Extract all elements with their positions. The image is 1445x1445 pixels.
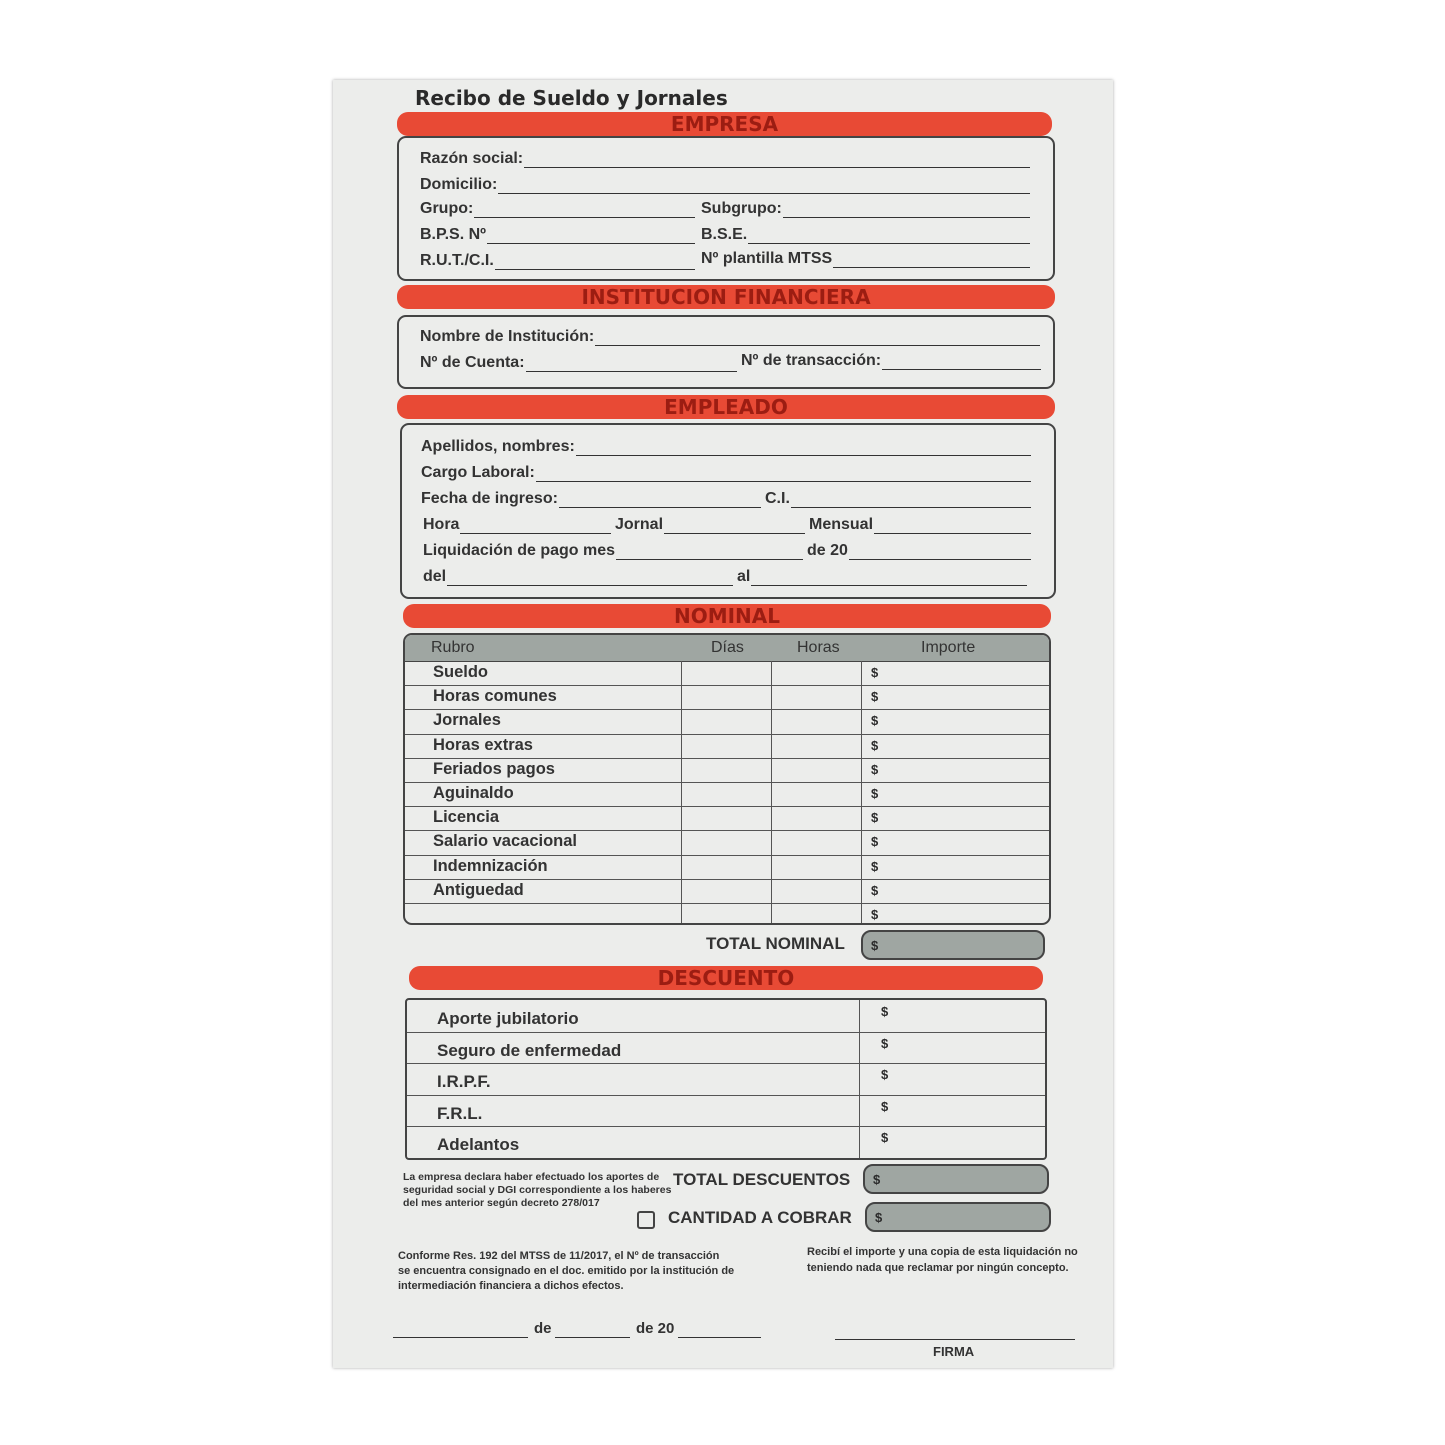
descuento-col-divider xyxy=(859,1000,860,1158)
fecha-anio-line[interactable] xyxy=(678,1337,761,1338)
bps-field[interactable]: B.P.S. Nº xyxy=(420,226,695,244)
nominal-row-label: Indemnización xyxy=(433,856,548,875)
descuento-row-currency: $ xyxy=(881,1067,889,1083)
mensual-field[interactable]: Mensual xyxy=(809,516,1031,534)
nominal-row-label: Salario vacacional xyxy=(433,832,577,851)
ci-field[interactable]: C.I. xyxy=(765,490,1031,508)
nominal-row-label: Sueldo xyxy=(433,663,489,681)
conforme-note: Conforme Res. 192 del MTSS de 11/2017, el Nº de transacción se encuentra consignado en el doc. emitido por la institución de intermediación financiera a dichos efectos. xyxy=(398,1250,735,1292)
descuento-row-label: F.R.L. xyxy=(437,1103,483,1123)
nominal-row-currency: $ xyxy=(871,737,879,753)
transaccion-field[interactable]: Nº de transacción: xyxy=(741,352,1041,370)
periodo-al-field[interactable]: al xyxy=(737,568,1027,586)
cargo-field[interactable]: Cargo Laboral: xyxy=(421,464,1031,482)
fecha-de-label: de xyxy=(534,1320,552,1337)
section-empleado-header: EMPLEADO xyxy=(397,395,1055,419)
nominal-row[interactable] xyxy=(405,879,1049,904)
nominal-row-currency: $ xyxy=(871,834,879,850)
descuento-row-currency: $ xyxy=(881,1130,889,1146)
institucion-nombre-field[interactable]: Nombre de Institución: xyxy=(420,328,1040,346)
nominal-table-header xyxy=(405,635,1049,662)
nominal-header-3: Importe xyxy=(921,639,976,656)
grupo-field[interactable]: Grupo: xyxy=(420,200,695,218)
plantilla-field[interactable]: Nº plantilla MTSS xyxy=(701,250,1030,268)
declaracion-note: La empresa declara haber efectuado los aportes de seguridad social y DGI correspondiente a los haberes del mes anterior según decreto 278/017 xyxy=(403,1171,672,1209)
nominal-row-label: Antiguedad xyxy=(433,880,524,899)
cantidad-cobrar-field[interactable]: $ xyxy=(865,1202,1051,1232)
liquidacion-anio-field[interactable]: de 20 xyxy=(807,542,1031,560)
nominal-row-currency: $ xyxy=(871,907,879,922)
fecha-ingreso-field[interactable]: Fecha de ingreso: xyxy=(421,490,761,508)
nominal-row[interactable] xyxy=(405,806,1049,831)
nominal-row-currency: $ xyxy=(871,761,879,777)
descuento-row[interactable] xyxy=(407,1063,1045,1096)
nominal-row-currency: $ xyxy=(871,689,879,705)
nominal-row[interactable] xyxy=(405,758,1049,783)
nominal-row-currency: $ xyxy=(871,713,879,729)
total-nominal-label: TOTAL NOMINAL xyxy=(706,934,845,953)
nominal-row[interactable] xyxy=(405,734,1049,759)
nominal-header-2: Horas xyxy=(797,639,840,656)
nominal-row-currency: $ xyxy=(871,882,879,898)
firma-line[interactable] xyxy=(835,1339,1075,1340)
descuento-row-label: Aporte jubilatorio xyxy=(437,1009,579,1028)
nominal-col-divider xyxy=(681,661,682,923)
cantidad-cobrar-label: CANTIDAD A COBRAR xyxy=(668,1208,852,1227)
nominal-row[interactable] xyxy=(405,903,1049,925)
nominal-row-label: Jornales xyxy=(433,711,501,730)
bse-field[interactable]: B.S.E. xyxy=(701,226,1030,244)
fecha-anio-label: de 20 xyxy=(636,1320,675,1337)
section-empresa-header: EMPRESA xyxy=(397,112,1052,136)
periodo-del-field[interactable]: del xyxy=(423,568,733,586)
nominal-header-0: Rubro xyxy=(431,639,475,656)
receipt-sheet xyxy=(333,80,1113,1368)
cuenta-field[interactable]: Nº de Cuenta: xyxy=(420,354,737,372)
fecha-dia-line[interactable] xyxy=(393,1337,528,1338)
hora-field[interactable]: Hora xyxy=(423,516,611,534)
nominal-row-label: Horas comunes xyxy=(433,687,557,706)
firma-label: FIRMA xyxy=(933,1344,975,1359)
descuento-row[interactable] xyxy=(407,1095,1045,1128)
nominal-row[interactable] xyxy=(405,782,1049,807)
total-descuentos-field[interactable]: $ xyxy=(863,1164,1049,1194)
nominal-col-divider xyxy=(771,661,772,923)
nominal-row[interactable] xyxy=(405,709,1049,734)
subgrupo-field[interactable]: Subgrupo: xyxy=(701,200,1030,218)
descuento-row[interactable] xyxy=(407,1126,1045,1158)
rut-field[interactable]: R.U.T./C.I. xyxy=(420,252,695,270)
descuento-row-currency: $ xyxy=(881,1035,889,1051)
fecha-mes-line[interactable] xyxy=(555,1337,630,1338)
descuento-row-label: I.R.P.F. xyxy=(437,1072,491,1092)
nominal-col-divider xyxy=(861,661,862,923)
nominal-row-currency: $ xyxy=(871,810,879,826)
nominal-row-label: Horas extras xyxy=(433,735,533,754)
apellidos-field[interactable]: Apellidos, nombres: xyxy=(421,438,1031,456)
nominal-table xyxy=(403,633,1051,925)
liquidacion-mes-field[interactable]: Liquidación de pago mes xyxy=(423,542,803,560)
domicilio-field[interactable]: Domicilio: xyxy=(420,176,1030,194)
total-descuentos-label: TOTAL DESCUENTOS xyxy=(673,1170,851,1189)
descuento-row[interactable] xyxy=(407,1000,1045,1033)
descuento-table xyxy=(405,998,1047,1160)
nominal-row-currency: $ xyxy=(871,786,879,801)
descuento-row[interactable] xyxy=(407,1032,1045,1065)
nominal-row-label: Feriados pagos xyxy=(433,759,555,778)
section-descuento-header: DESCUENTO xyxy=(409,966,1043,990)
nominal-row[interactable] xyxy=(405,685,1049,710)
nominal-row[interactable] xyxy=(405,830,1049,855)
descuento-row-label: Adelantos xyxy=(437,1135,520,1155)
nominal-row-currency: $ xyxy=(871,665,879,680)
total-nominal-field[interactable]: $ xyxy=(861,930,1045,960)
nominal-row-label: Licencia xyxy=(433,808,500,827)
recibi-note: Recibí el importe y una copia de esta liquidación no teniendo nada que reclamar por ningún concepto. xyxy=(807,1246,1078,1274)
nominal-row[interactable] xyxy=(405,855,1049,880)
cobrar-checkbox[interactable] xyxy=(637,1211,655,1229)
descuento-row-currency: $ xyxy=(881,1098,889,1114)
nominal-header-1: Días xyxy=(711,639,744,656)
descuento-row-currency: $ xyxy=(881,1004,889,1019)
section-institucion-header: INSTITUCION FINANCIERA xyxy=(397,285,1055,309)
jornal-field[interactable]: Jornal xyxy=(615,516,805,534)
razon-social-field[interactable]: Razón social: xyxy=(420,150,1030,168)
descuento-row-label: Seguro de enfermedad xyxy=(437,1040,622,1060)
nominal-row[interactable] xyxy=(405,661,1049,686)
nominal-row-currency: $ xyxy=(871,858,879,874)
section-nominal-header: NOMINAL xyxy=(403,604,1051,628)
form-title: Recibo de Sueldo y Jornales xyxy=(415,86,728,110)
nominal-row-label: Aguinaldo xyxy=(433,784,514,802)
